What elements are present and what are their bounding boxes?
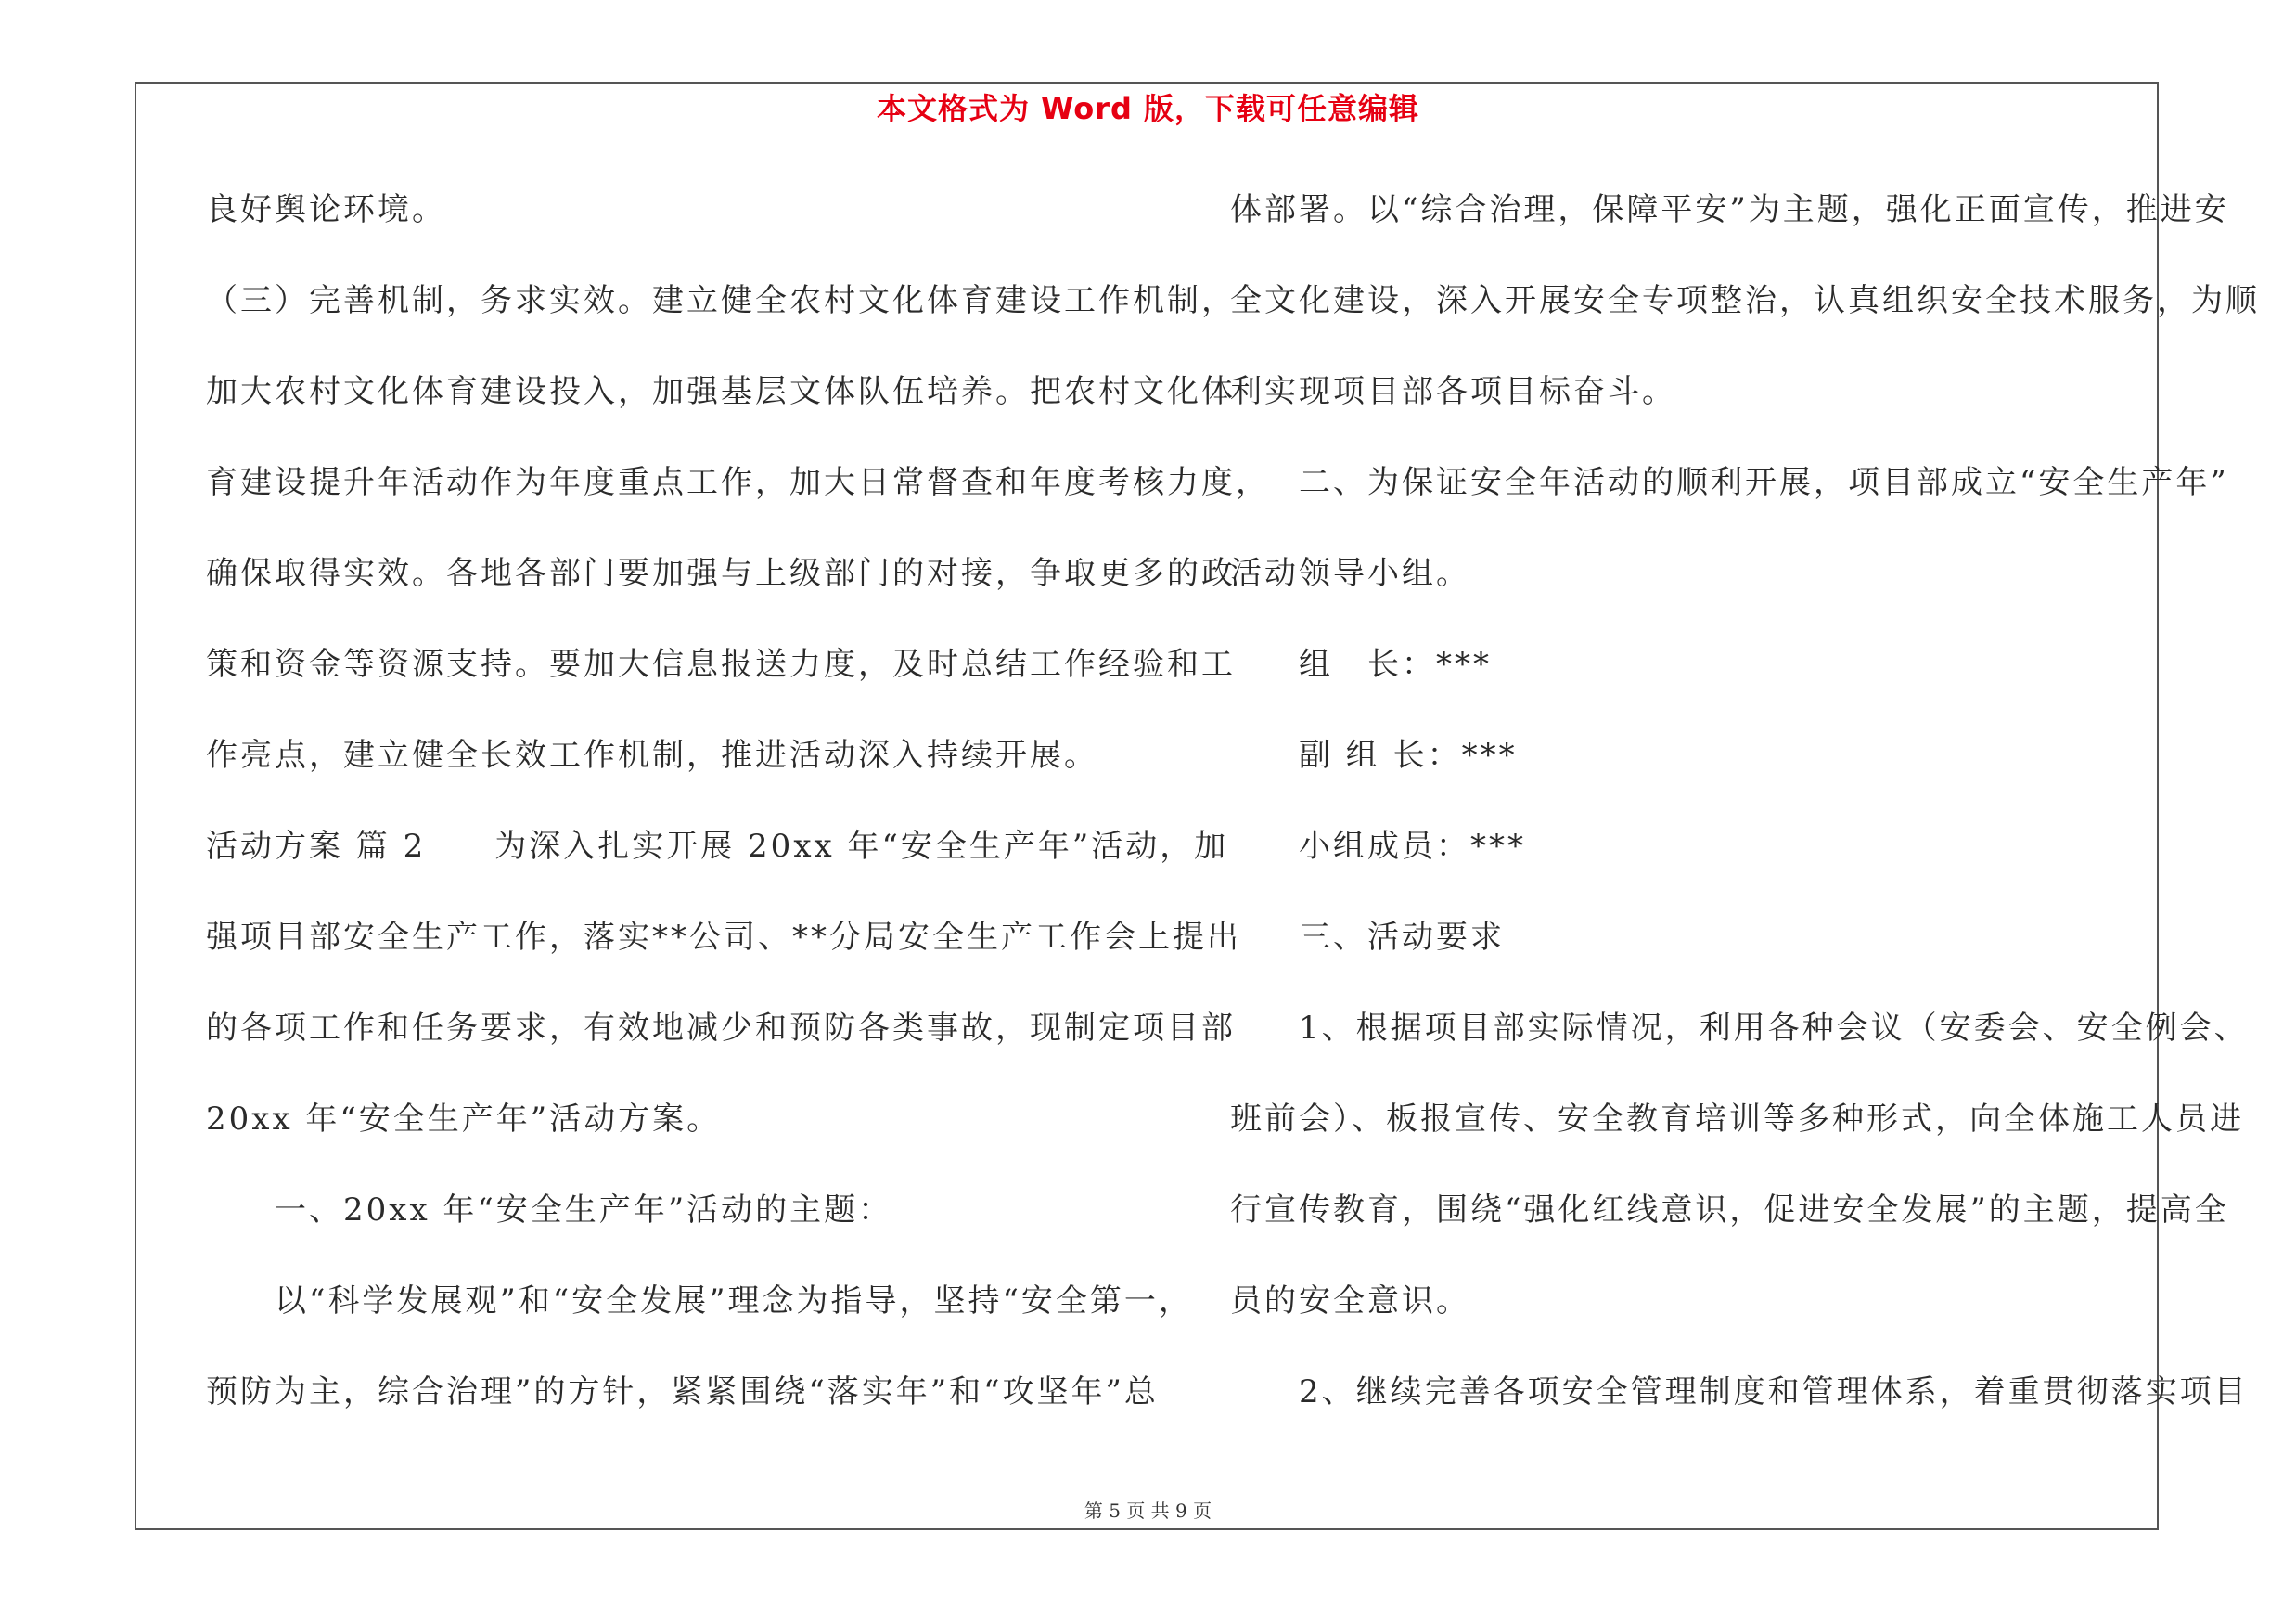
left-line: 强项目部安全生产工作，落实**公司、**分局安全生产工作会上提出 (206, 919, 1241, 956)
right-line: 副 组 长：*** (1230, 737, 1518, 774)
right-line: 全文化建设，深入开展安全专项整治，认真组织安全技术服务，为顺 (1230, 282, 2260, 319)
left-line: 育建设提升年活动作为年度重点工作，加大日常督查和年度考核力度， (206, 464, 1270, 501)
left-line: 策和资金等资源支持。要加大信息报送力度，及时总结工作经验和工 (206, 646, 1236, 683)
right-line: 组 长：*** (1230, 646, 1492, 683)
left-line: 良好舆论环境。 (206, 191, 446, 228)
right-line: 体部署。以“综合治理，保障平安”为主题，强化正面宣传，推进安 (1230, 191, 2229, 228)
right-line: 二、为保证安全年活动的顺利开展，项目部成立“安全生产年” (1230, 464, 2229, 501)
right-line: 2、继续完善各项安全管理制度和管理体系，着重贯彻落实项目 (1230, 1373, 2249, 1410)
right-line: 利实现项目部各项目标奋斗。 (1230, 373, 1676, 410)
left-line: 加大农村文化体育建设投入，加强基层文体队伍培养。把农村文化体 (206, 373, 1236, 410)
left-line: 20xx 年“安全生产年”活动方案。 (206, 1101, 722, 1138)
left-line: 的各项工作和任务要求，有效地减少和预防各类事故，现制定项目部 (206, 1010, 1236, 1047)
right-line: 行宣传教育，围绕“强化红线意识，促进安全发展”的主题，提高全 (1230, 1191, 2229, 1229)
left-line: 一、20xx 年“安全生产年”活动的主题： (206, 1191, 893, 1229)
right-line: 班前会）、板报宣传、安全教育培训等多种形式，向全体施工人员进 (1230, 1101, 2244, 1138)
format-banner: 本文格式为 Word 版，下载可任意编辑 (876, 91, 1420, 126)
page-number: 第 5 页 共 9 页 (1084, 1500, 1212, 1522)
left-line: 以“科学发展观”和“安全发展”理念为指导，坚持“安全第一， (206, 1282, 1193, 1320)
right-line: 小组成员：*** (1230, 828, 1526, 865)
left-line: 作亮点，建立健全长效工作机制，推进活动深入持续开展。 (206, 737, 1098, 774)
right-line: 三、活动要求 (1230, 919, 1505, 956)
right-column (1230, 178, 2260, 1451)
left-line: 确保取得实效。各地各部门要加强与上级部门的对接，争取更多的政 (206, 555, 1236, 592)
right-line: 1、根据项目部实际情况，利用各种会议（安委会、安全例会、 (1230, 1010, 2249, 1047)
left-line: 活动方案 篇 2 为深入扎实开展 20xx 年“安全生产年”活动，加 (206, 828, 1229, 865)
left-column (206, 178, 1270, 1451)
right-line: 员的安全意识。 (1230, 1282, 1470, 1320)
left-line: （三）完善机制，务求实效。建立健全农村文化体育建设工作机制， (206, 282, 1236, 319)
right-line: 活动领导小组。 (1230, 555, 1470, 592)
left-line: 预防为主，综合治理”的方针，紧紧围绕“落实年”和“攻坚年”总 (206, 1373, 1159, 1410)
